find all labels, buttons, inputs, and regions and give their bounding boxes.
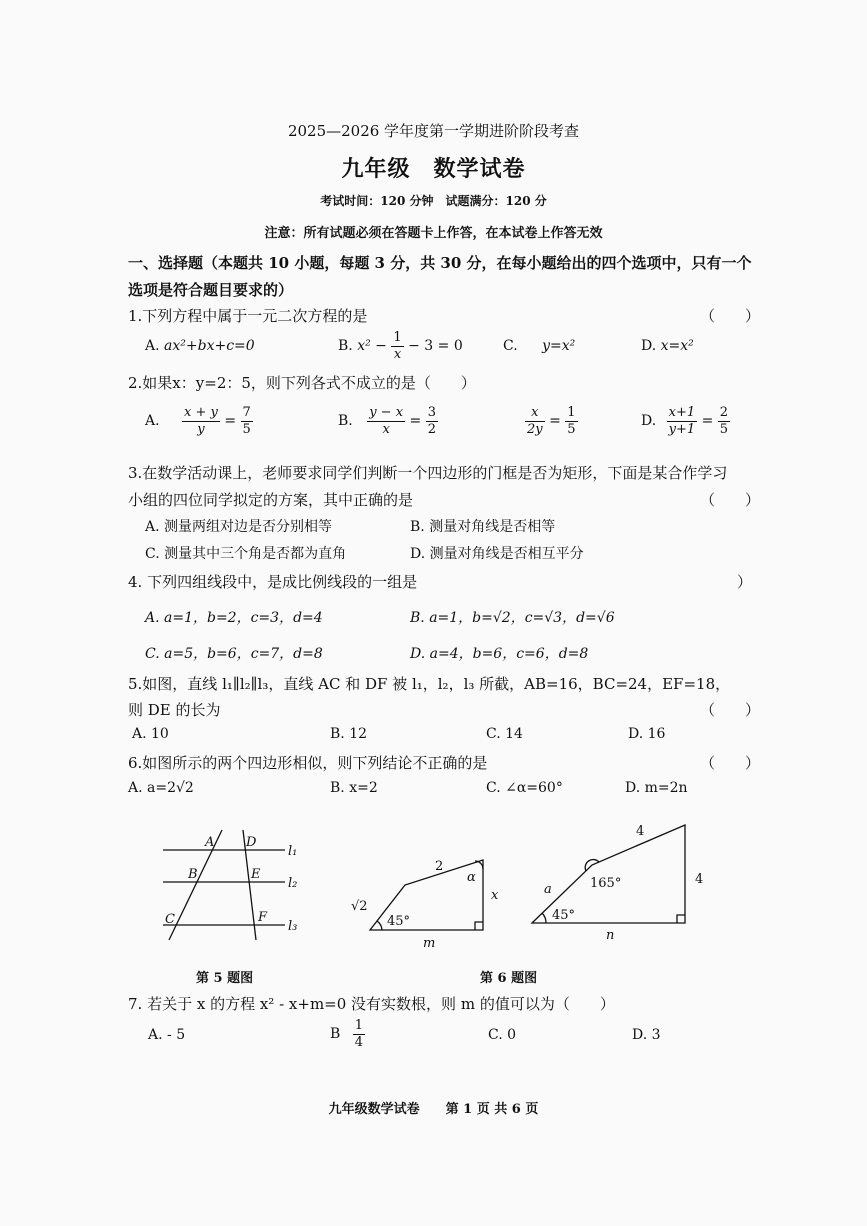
q2-option-c: $\frac{x}{2y}$ = $\frac{1}{5}$: [527, 405, 576, 437]
q5-option-c: C. 14: [486, 726, 523, 742]
label-45-left: 45°: [387, 914, 411, 929]
figure-6-right: [520, 815, 720, 945]
q7-option-b: B $\frac{1}{4}$: [330, 1018, 364, 1050]
q1-answer-paren: （ ）: [700, 307, 761, 325]
label-165: 165°: [590, 876, 622, 891]
label-l2: l₂: [288, 876, 298, 891]
q4-option-a: A. a=1，b=2，c=3，d=4: [145, 610, 323, 626]
label-l1: l₁: [288, 844, 298, 859]
section-heading: 一、选择题（本题共 10 小题，每题 3 分，共 30 分，在每小题给出的四个选项中，只有一个: [128, 254, 752, 272]
label-alpha: α: [467, 870, 476, 885]
q4-option-d: D. a=4，b=6，c=6，d=8: [410, 646, 589, 662]
q3-stem-cont: 小组的四位同学拟定的方案，其中正确的是: [128, 491, 414, 509]
label-A: A: [205, 835, 215, 850]
label-D: D: [246, 835, 257, 850]
q5-option-d: D. 16: [628, 726, 666, 742]
q2-option-d: D. $\frac{x+1}{y+1}$ = $\frac{2}{5}$: [641, 405, 729, 437]
figure-5: [155, 825, 305, 945]
label-l3: l₃: [288, 919, 298, 934]
q1-option-d: D. x=x²: [641, 338, 694, 354]
q4-option-c: C. a=5，b=6，c=7，d=8: [145, 646, 323, 662]
q6-option-d: D. m=2n: [625, 780, 688, 796]
right-angle-mark-2: [677, 915, 685, 923]
label-F: F: [258, 910, 268, 925]
q7-stem: 7. 若关于 x 的方程 x² - x+m=0 没有实数根，则 m 的值可以为（ ）: [128, 995, 615, 1013]
q2-option-b: B. $\frac{y - x}{x}$ = $\frac{3}{2}$: [338, 405, 436, 437]
q2-stem: 2.如果x：y=2：5，则下列各式不成立的是（ ）: [128, 374, 476, 392]
label-sqrt2: √2: [351, 899, 368, 914]
q5-option-b: B. 12: [330, 726, 368, 742]
q2-option-a: A. $\frac{x + y}{y}$ = $\frac{7}{5}$: [145, 405, 251, 437]
q3-option-c: C. 测量其中三个角是否都为直角: [145, 546, 347, 562]
label-C: C: [165, 912, 175, 927]
q1-option-c: C. y=x²: [503, 338, 576, 354]
q7-option-c: C. 0: [488, 1027, 517, 1043]
paper-title: 九年级 数学试卷: [341, 156, 526, 182]
q6-answer-paren: （ ）: [700, 754, 761, 772]
label-side-2: 2: [435, 859, 444, 874]
q3-option-a: A. 测量两组对边是否分别相等: [145, 519, 333, 535]
figure-6-caption: 第 6 题图: [480, 971, 538, 986]
q4-answer-paren: ）: [737, 573, 753, 591]
q5-stem-cont: 则 DE 的长为: [128, 701, 221, 719]
label-n: n: [606, 928, 615, 943]
page-footer: 九年级数学试卷 第 1 页 共 6 页: [328, 1102, 539, 1117]
section-heading-cont: 选项是符合题目要求的）: [128, 281, 294, 299]
q5-answer-paren: （ ）: [700, 701, 761, 719]
exam-notice: 注意：所有试题必须在答题卡上作答，在本试卷上作答无效: [264, 226, 603, 241]
label-m: m: [423, 936, 436, 951]
q3-option-b: B. 测量对角线是否相等: [410, 519, 556, 535]
exam-info: 考试时间：120 分钟 试题满分：120 分: [320, 194, 547, 208]
label-E: E: [251, 867, 261, 882]
q1-option-a: A. ax²+bx+c=0: [145, 338, 255, 354]
figure-6-left: [345, 845, 510, 955]
q3-stem: 3.在数学活动课上，老师要求同学们判断一个四边形的门框是否为矩形，下面是某合作学习: [128, 464, 728, 482]
q7-option-d: D. 3: [632, 1027, 661, 1043]
q4-option-b: B. a=1，b=√2，c=√3，d=√6: [410, 610, 615, 626]
q6-option-c: C. ∠α=60°: [486, 780, 563, 796]
label-a: a: [544, 882, 552, 897]
q1-stem: 1.下列方程中属于一元二次方程的是: [128, 307, 368, 325]
right-angle-mark: [475, 922, 483, 930]
q1-option-b: B. x² − $\frac{1}{x}$ − 3 = 0: [338, 330, 463, 362]
label-B: B: [188, 867, 198, 882]
q4-stem: 4. 下列四组线段中，是成比例线段的一组是: [128, 573, 418, 591]
q5-stem: 5.如图，直线 l₁∥l₂∥l₃，直线 AC 和 DF 被 l₁，l₂，l₃ 所截，AB=16，BC=24，EF=18，: [128, 675, 731, 693]
q3-answer-paren: （ ）: [700, 491, 761, 509]
exam-title: 2025—2026 学年度第一学期进阶阶段考查: [287, 122, 580, 140]
label-top-4: 4: [636, 824, 645, 839]
angle-45-arc: [377, 921, 382, 930]
q5-option-a: A. 10: [132, 726, 169, 742]
q6-option-b: B. x=2: [330, 780, 378, 796]
label-side-4: 4: [695, 872, 704, 887]
q6-option-a: A. a=2√2: [128, 780, 194, 796]
figure-5-caption: 第 5 题图: [196, 971, 254, 986]
q7-option-a: A. - 5: [148, 1027, 186, 1043]
label-45-right: 45°: [552, 908, 576, 923]
q3-option-d: D. 测量对角线是否相互平分: [410, 546, 584, 562]
angle-45-arc-2: [542, 913, 546, 923]
label-x: x: [491, 888, 499, 903]
q6-stem: 6.如图所示的两个四边形相似，则下列结论不正确的是: [128, 754, 488, 772]
